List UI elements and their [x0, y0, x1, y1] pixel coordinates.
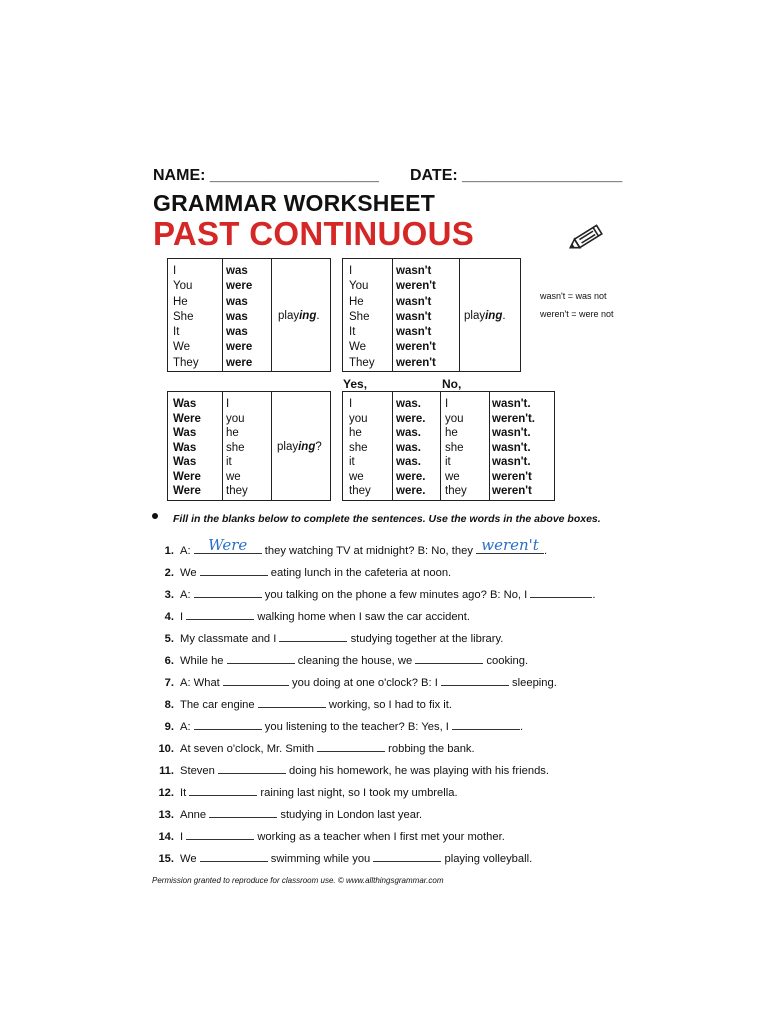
question-item: 13. Anne studying in London last year. [152, 806, 422, 821]
pronoun: we [445, 470, 460, 483]
verb: was [226, 265, 248, 277]
contraction-note: wasn't = was not [540, 291, 607, 301]
question-item: 5. My classmate and I studying together at the library. [152, 630, 503, 645]
pronoun: it [445, 456, 451, 468]
pronoun: we [349, 470, 364, 483]
answer-blank[interactable] [476, 536, 544, 554]
answer-blank[interactable] [373, 850, 441, 862]
question-item: 14. I working as a teacher when I first met your mother. [152, 828, 505, 843]
pronoun: it [226, 456, 232, 468]
verb: was. [396, 456, 421, 468]
verb: were. [396, 470, 426, 483]
question-item: 15. We swimming while you playing volleyball. [152, 850, 532, 865]
verb: weren't [396, 341, 436, 354]
contraction-note: weren't = were not [540, 309, 614, 319]
pronoun: You [349, 280, 369, 293]
answer-blank[interactable] [218, 762, 286, 774]
verb: was. [396, 398, 421, 410]
pronoun: I [173, 265, 177, 277]
question-item: 4. I walking home when I saw the car accident. [152, 608, 470, 623]
pronoun: They [173, 356, 199, 369]
pronoun: You [173, 280, 193, 293]
pronoun: I [349, 398, 353, 410]
verb: was. [396, 427, 421, 439]
answer-blank[interactable] [194, 718, 262, 730]
pronoun: I [349, 265, 353, 277]
answer-blank[interactable] [194, 536, 262, 554]
pronoun: she [349, 441, 368, 454]
answer-blank[interactable] [441, 674, 509, 686]
verb: weren't [492, 470, 532, 483]
negative-pronouns [349, 264, 375, 371]
pronoun: they [349, 485, 371, 497]
answer-blank[interactable] [258, 696, 326, 708]
handwritten-answer: weren't [481, 536, 539, 554]
question-pronouns [226, 397, 248, 499]
worksheet-topic: PAST CONTINUOUS [153, 215, 475, 252]
question-item: 2. We eating lunch in the cafeteria at noon. [152, 564, 451, 579]
pronoun: I [445, 398, 449, 410]
pronoun: I [226, 398, 230, 410]
question-verbs [173, 397, 201, 499]
yes-pronouns [349, 397, 371, 499]
pronoun: it [349, 456, 355, 468]
pronoun: He [173, 295, 188, 308]
verb: weren't [396, 280, 436, 293]
question-item: 6. While he cleaning the house, we cooking. [152, 652, 528, 667]
answer-blank[interactable] [200, 850, 268, 862]
verb: wasn't [396, 326, 432, 339]
pronoun: you [445, 412, 464, 425]
verb: was [226, 295, 248, 308]
name-field-label: NAME: ___________________ [153, 167, 379, 184]
answer-blank[interactable] [200, 564, 268, 576]
yes-label: Yes, [343, 377, 368, 391]
pronoun: We [173, 341, 191, 354]
date-field-label: DATE: __________________ [410, 167, 623, 184]
verb: weren't [396, 356, 436, 369]
verb: wasn't. [492, 398, 531, 410]
question-main-verb: playing? [277, 441, 322, 453]
affirmative-verbs [226, 264, 252, 371]
answer-blank[interactable] [415, 652, 483, 664]
verb: were [226, 341, 253, 354]
pronoun: We [349, 341, 367, 354]
verb: wasn't. [492, 456, 531, 468]
question-item: 10. At seven o'clock, Mr. Smith robbing the bank. [152, 740, 475, 755]
handwritten-answer: Were [208, 536, 248, 554]
pronoun: It [173, 326, 180, 339]
affirmative-pronouns [173, 264, 199, 371]
pronoun: she [226, 441, 245, 454]
answer-blank[interactable] [189, 784, 257, 796]
negative-main-verb: playing. [464, 310, 506, 322]
question-item: 1. A: Were they watching TV at midnight? B: No, they weren't . [164, 536, 548, 557]
verb: Was [173, 427, 197, 439]
pronoun: they [226, 485, 248, 497]
verb: were [226, 356, 253, 369]
answer-blank[interactable] [227, 652, 295, 664]
verb: wasn't [396, 265, 432, 277]
verb: were. [396, 412, 426, 425]
verb: Was [173, 456, 197, 468]
verb: Were [173, 485, 201, 497]
no-verbs [492, 397, 535, 499]
pronoun: she [445, 441, 464, 454]
answer-blank[interactable] [186, 828, 254, 840]
affirmative-main-verb: playing. [278, 310, 320, 322]
verb: wasn't [396, 295, 432, 308]
pronoun: he [349, 427, 362, 439]
pronoun: They [349, 356, 375, 369]
answer-blank[interactable] [209, 806, 277, 818]
question-item: 12. It raining last night, so I took my umbrella. [152, 784, 458, 799]
verb: wasn't [396, 310, 432, 323]
pencil-icon [567, 218, 611, 254]
verb: was [226, 310, 248, 323]
pronoun: they [445, 485, 467, 497]
copyright-footer: Permission granted to reproduce for classroom use. © www.allthingsgrammar.com [152, 876, 444, 885]
answer-blank[interactable] [317, 740, 385, 752]
pronoun: he [226, 427, 239, 439]
verb: were [226, 280, 253, 293]
verb: weren't [492, 485, 532, 497]
verb: Was [173, 441, 197, 454]
pronoun: It [349, 326, 356, 339]
question-item: 9. A: you listening to the teacher? B: Yes, I . [152, 718, 523, 733]
answer-blank[interactable] [452, 718, 520, 730]
answer-blank[interactable] [279, 630, 347, 642]
verb: Were [173, 412, 201, 425]
verb: Was [173, 398, 197, 410]
pronoun: you [349, 412, 368, 425]
verb: wasn't. [492, 427, 531, 439]
pronoun: He [349, 295, 364, 308]
question-item: 3. A: you talking on the phone a few minutes ago? B: No, I . [152, 586, 595, 601]
worksheet-title: GRAMMAR WORKSHEET [153, 190, 435, 216]
pronoun: She [173, 310, 194, 323]
verb: was [226, 326, 248, 339]
pronoun: you [226, 412, 245, 425]
verb: were. [396, 485, 426, 497]
yes-verbs [396, 397, 425, 499]
no-pronouns [445, 397, 467, 499]
pronoun: he [445, 427, 458, 439]
question-item: 8. The car engine working, so I had to fix it. [152, 696, 452, 711]
verb: wasn't. [492, 441, 531, 454]
bullet-icon [152, 513, 158, 519]
answer-blank[interactable] [194, 586, 262, 598]
verb: weren't. [492, 412, 535, 425]
pronoun: She [349, 310, 370, 323]
pronoun: we [226, 470, 241, 483]
question-item: 7. A: What you doing at one o'clock? B: I sleeping. [152, 674, 557, 689]
instructions: Fill in the blanks below to complete the sentences. Use the words in the above boxes. [173, 513, 601, 525]
question-item: 11. Steven doing his homework, he was playing with his friends. [152, 762, 549, 777]
verb: was. [396, 441, 421, 454]
verb: Were [173, 470, 201, 483]
answer-blank[interactable] [530, 586, 592, 598]
negative-verbs [396, 264, 436, 371]
no-label: No, [442, 377, 462, 391]
answer-blank[interactable] [223, 674, 289, 686]
answer-blank[interactable] [186, 608, 254, 620]
